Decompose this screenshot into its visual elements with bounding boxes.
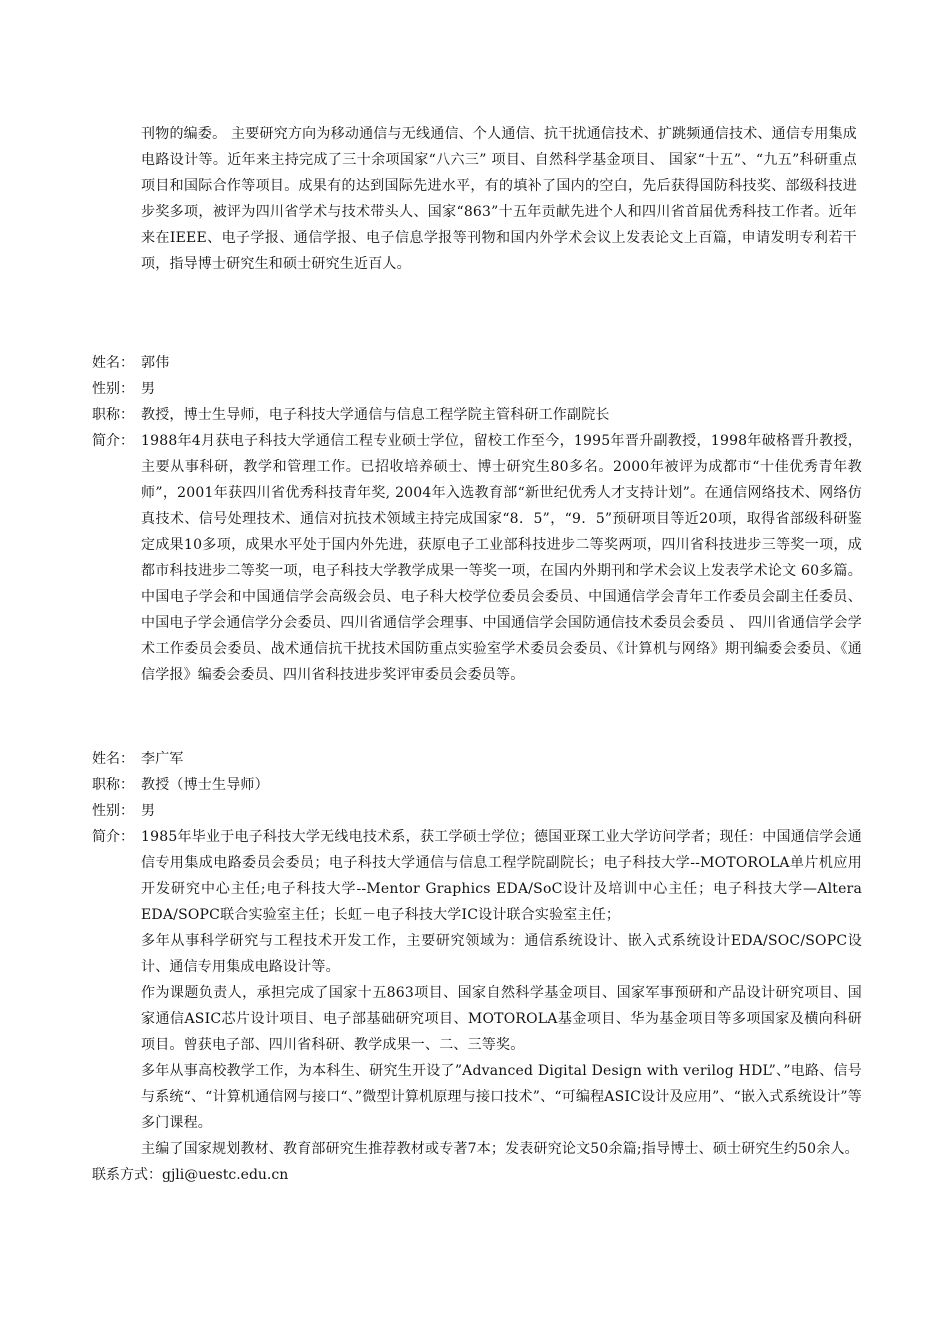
name-label: 姓名： xyxy=(92,751,134,767)
gender-label: 性别： xyxy=(92,803,134,819)
name-label: 姓名： xyxy=(92,355,134,371)
intro-paragraph: 刊物的编委。 主要研究方向为移动通信与无线通信、个人通信、抗干扰通信技术、扩跳频通信技术、通信专用集成电路设计等。近年来主持完成了三十余项国家“八六三” 项目、自然科学基金项目、 国家“十五”、“九五”科研重点项目和国际合作等项目。成果有的达到国际先进水平，有的填补了国内的空白，先后获得国防科技奖、部级科技进步奖多项，被评为四川省学术与技术带头人、国家“863”十五年贡献先进个人和四川省首届优秀科技工作者。近年来在IEEE、电子学报、通信学报、电子信息学报等刊物和国内外学术会议上发表论文上百篇，申请发明专利若干项，指导博士研究生和硕士研究生近百人。 xyxy=(141,126,857,272)
name-value: 郭伟 xyxy=(141,355,170,371)
intro-section xyxy=(141,121,857,277)
contact-row xyxy=(92,1162,862,1188)
gender-row xyxy=(92,798,862,824)
name-row xyxy=(92,746,862,772)
title-value: 教授（博士生导师） xyxy=(141,777,269,793)
gender-value: 男 xyxy=(141,381,156,397)
bio-value: 1988年4月获电子科技大学通信工程专业硕士学位，留校工作至今，1995年晋升副教授，1998年破格晋升教授，主要从事科研，教学和管理工作。已招收培养硕士、博士研究生80多名。2000年被评为成都市“十佳优秀青年教师”，2001年获四川省优秀科技青年奖, 2004年入选教育部“新世纪优秀人才支持计划”。在通信网络技术、网络仿真技术、信号处理技术、通信对抗技术领域主持完成国家“8．5”，“9．5”预研项目等近20项，取得省部级科研鉴定成果10多项，成果水平处于国内外先进，获原电子工业部科技进步二等奖两项，四川省科技进步三等奖一项，成都市科技进步二等奖一项，电子科技大学教学成果一等奖一项，在国内外期刊和学术会议上发表学术论文 60多篇。中国电子学会和中国通信学会高级会员、电子科大校学位委员会委员、中国通信学会青年工作委员会副主任委员、中国电子学会通信学分会委员、四川省通信学会理事、中国通信学会国防通信技术委员会委员 、 四川省通信学会学术工作委员会委员、战术通信抗干扰技术国防重点实验室学术委员会委员、《计算机与网络》期刊编委会委员、《通信学报》编委会委员、四川省科技进步奖评审委员会委员等。 xyxy=(141,433,862,683)
title-label: 职称： xyxy=(92,407,134,423)
bio-paragraph: 1985年毕业于电子科技大学无线电技术系，获工学硕士学位；德国亚琛工业大学访问学者；现任：中国通信学会通信专用集成电路委员会委员；电子科技大学通信与信息工程学院副院长；电子科技大学--MOTOROLA单片机应用开发研究中心主任;电子科技大学--Mentor Graphics EDA/SoC设计及培训中心主任；电子科技大学—Altera EDA/SOPC联合实验室主任；长虹－电子科技大学IC设计联合实验室主任； xyxy=(141,829,877,923)
bio-value xyxy=(141,824,877,1162)
gender-value: 男 xyxy=(141,803,156,819)
bio-paragraph: 作为课题负责人，承担完成了国家十五863项目、国家自然科学基金项目、国家军事预研和产品设计研究项目、国家通信ASIC芯片设计项目、电子部基础研究项目、MOTOROLA基金项目、华为基金项目等多项国家及横向科研项目。曾获电子部、四川省科研、教学成果一、二、三等奖。 xyxy=(141,985,862,1053)
name-row xyxy=(92,350,862,376)
bio-paragraph: 多年从事高校教学工作，为本科生、研究生开设了”Advanced Digital Design with verilog HDL”、”电路、信号与系统“、“计算机通信网与接口“、”微型计算机原理与接口技术”、“可编程ASIC设计及应用”、“嵌入式系统设计”等多门课程。 xyxy=(141,1063,862,1131)
contact-label: 联系方式： xyxy=(92,1167,162,1183)
person-guo-wei xyxy=(92,350,862,688)
person-li-guangjun xyxy=(92,746,877,1188)
bio-row xyxy=(92,428,862,688)
bio-paragraph: 多年从事科学研究与工程技术开发工作，主要研究领域为：通信系统设计、嵌入式系统设计EDA/SOC/SOPC设计、通信专用集成电路设计等。 xyxy=(141,933,862,975)
bio-label: 简介： xyxy=(92,829,134,845)
name-value: 李广军 xyxy=(141,751,184,767)
contact-email[interactable]: gjli@uestc.edu.cn xyxy=(162,1167,289,1183)
bio-label: 简介： xyxy=(92,433,134,449)
title-row xyxy=(92,772,862,798)
title-value: 教授，博士生导师，电子科技大学通信与信息工程学院主管科研工作副院长 xyxy=(141,407,610,423)
gender-row xyxy=(92,376,862,402)
bio-row xyxy=(92,824,877,1162)
title-row xyxy=(92,402,862,428)
title-label: 职称： xyxy=(92,777,134,793)
bio-paragraph: 主编了国家规划教材、教育部研究生推荐教材或专著7本；发表研究论文50余篇;指导博士、硕士研究生约50余人。 xyxy=(141,1141,859,1157)
gender-label: 性别： xyxy=(92,381,134,397)
